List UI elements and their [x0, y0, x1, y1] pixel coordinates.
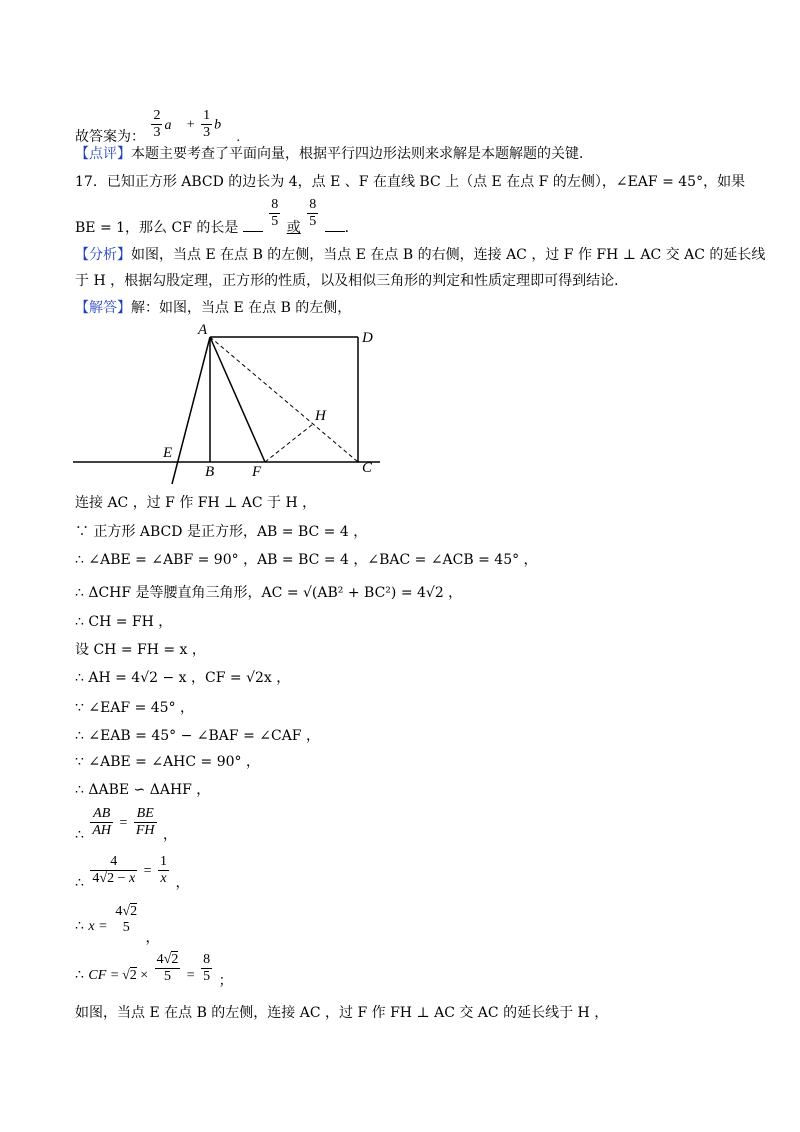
step-6: 设 CH = FH = x ，	[75, 642, 206, 658]
step-2: ∵ 正方形 ABCD 是正方形，AB = BC = 4 ，	[75, 524, 368, 540]
step-3: ∴ ∠ABE = ∠ABF = 90° ，AB = BC = 4 ，∠BAC = ∠ACB = 45° ，	[75, 552, 538, 568]
label-A: A	[198, 322, 208, 338]
answer-fraction-2-3: $\frac{2}{3}$	[153, 108, 161, 140]
step-16: 如图，当点 E 在点 B 的左侧，连接 AC ，过 F 作 FH ⊥ AC 交 AC 的延长线于 H ，	[75, 1005, 609, 1021]
step-12: ∴ $\frac{AB}{AH}$ = $\frac{BE}{FH}$ ，	[75, 806, 177, 843]
problem-17-text: 17．已知正方形 ABCD 的边长为 4，点 E 、F 在直线 BC 上（点 E 在点 F 的左侧），∠EAF = 45°，如果	[75, 174, 746, 190]
step-9: ∴ ∠EAB = 45° − ∠BAF = ∠CAF ，	[75, 728, 320, 744]
solution-tag: 【解答】	[75, 300, 131, 316]
step-15: ∴ CF = √2 × $\frac{4√2}{5}$ = $\frac{8}{5}$ ；	[75, 952, 233, 989]
analysis-text2: 于 H ，根据勾股定理，正方形的性质，以及相似三角形的判定和性质定理即可得到结论．	[75, 273, 629, 289]
answer-or: 或	[286, 219, 301, 236]
problem-17-text2: BE = 1，那么 CF 的长是	[75, 219, 239, 236]
label-F: F	[252, 464, 262, 480]
answer-prefix: 故答案为：	[75, 128, 145, 145]
comment-text: 本题主要考查了平面向量，根据平行四边形法则来求解是本题解题的关键．	[131, 146, 593, 162]
label-E: E	[163, 445, 173, 461]
label-C: C	[362, 460, 373, 476]
step-8: ∵ ∠EAF = 45° ，	[75, 700, 195, 716]
solution-text: 解：如图，当点 E 在点 B 的左侧，	[131, 300, 352, 316]
label-H: H	[315, 408, 326, 424]
step-13: ∴ $\frac{4}{4√2 - x}$ = $\frac{1}{x}$ ，	[75, 854, 190, 891]
analysis-text1: 如图，当点 E 在点 B 的左侧，当点 E 在点 B 的右侧，连接 AC ，过 F 作 FH ⊥ AC 交 AC 的延长线	[131, 247, 766, 263]
answer-blank-1: $\frac{8}{5}$	[271, 197, 279, 229]
segment-FH	[265, 424, 313, 462]
step-14: ∴ x = 4√2 5 ，	[75, 904, 160, 946]
answer-line: 故答案为： $\frac{2}{3}$ a⃗ + $\frac{1}{3}$ b⃗ .	[75, 108, 240, 145]
analysis-tag: 【分析】	[75, 247, 131, 263]
answer-blank-2: $\frac{8}{5}$	[309, 197, 317, 229]
step-10: ∵ ∠ABE = ∠AHC = 90° ，	[75, 754, 260, 770]
step-5: ∴ CH = FH ，	[75, 614, 173, 630]
comment-tag: 【点评】	[75, 146, 131, 162]
problem-17-line2: BE = 1，那么 CF 的长是 $\frac{8}{5}$ 或 $\frac{8}{5}$ ．	[75, 197, 359, 236]
step-11: ∴ ΔABE ∽ ΔAHF ，	[75, 782, 211, 798]
answer-fraction-1-3: $\frac{1}{3}$	[203, 108, 211, 140]
geometry-figure	[0, 0, 800, 500]
step-4: ∴ ΔCHF 是等腰直角三角形，AC = √(AB² + BC²) = 4√2 ，	[75, 585, 463, 601]
segment-AC	[210, 337, 358, 462]
step-7: ∴ AH = 4√2 − x ，CF = √2x ，	[75, 670, 291, 686]
label-B: B	[205, 464, 215, 480]
label-D: D	[362, 330, 373, 346]
step-1: 连接 AC ，过 F 作 FH ⊥ AC 于 H ，	[75, 495, 317, 511]
segment-AF	[210, 337, 265, 462]
